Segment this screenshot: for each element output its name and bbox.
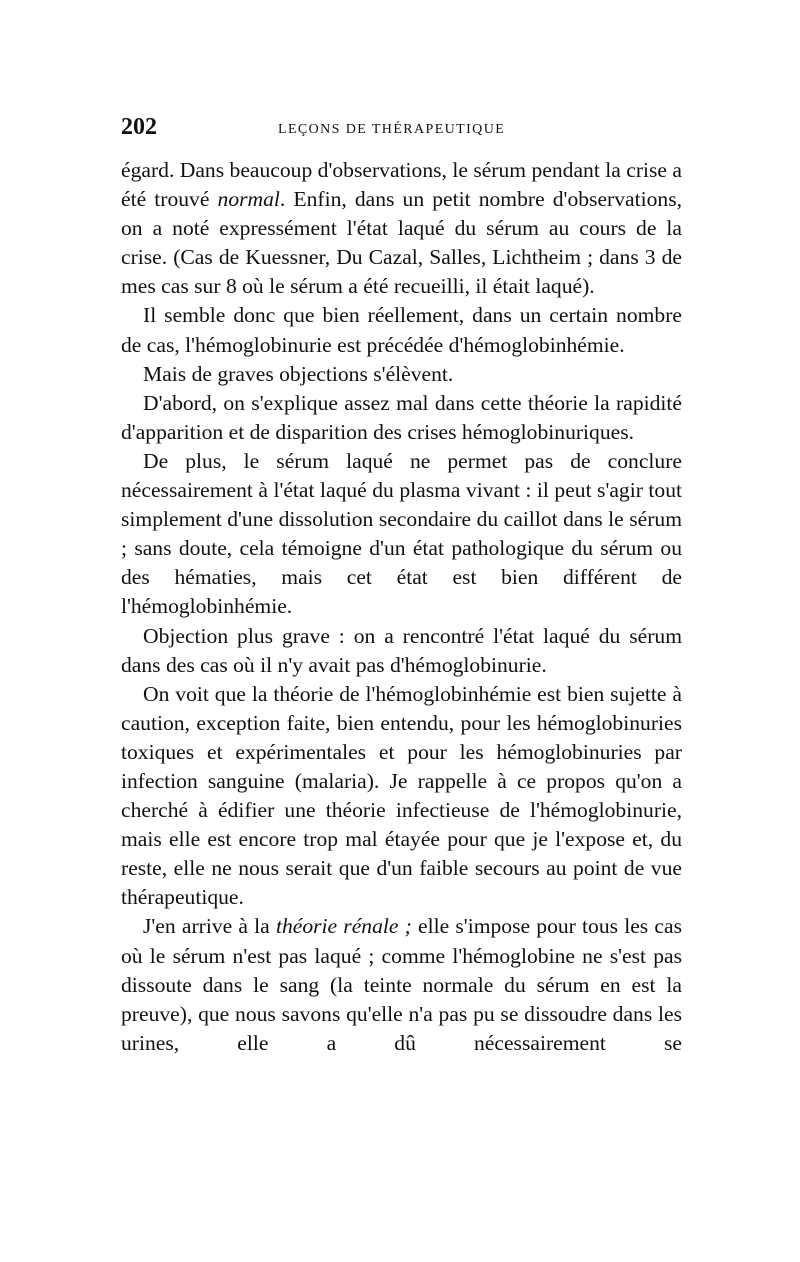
paragraph: On voit que la théorie de l'hémoglobinhémie est bien sujette à caution, exception faite, bien entendu, pour les hémoglobinuries toxiques et expérimentales et pour les hémoglobinuries par infection sanguine (malaria). Je rappelle à ce propos qu'on a cherché à édifier une théorie infectieuse de l'hémoglobinurie, mais elle est encore trop mal étayée pour que je l'expose et, du reste, elle ne nous serait que d'un faible secours au point de vue thérapeutique. [121, 681, 682, 910]
text-run: elle s'impose pour tous les cas où le sérum n'est pas laqué ; comme l'hémoglobine ne s'est pas dissoute dans le sang (la teinte normale du sérum en est la preuve), que nous savons qu'elle n'a pas pu se dissoudre dans les urines, elle a dû nécessairement se [121, 914, 682, 1055]
italic-term: théorie rénale ; [275, 914, 412, 939]
paragraph: De plus, le sérum laqué ne permet pas de conclure nécessairement à l'état laqué du plasma vivant : il peut s'agir tout simplement d'une dissolution secondaire du caillot dans le sérum ; sans doute, cela témoigne d'un état pathologique du sérum ou des hématies, mais cet état est bien différent de l'hémoglobinhémie. [121, 448, 682, 619]
paragraph-continues [121, 912, 682, 1057]
paragraph: D'abord, on s'explique assez mal dans cette théorie la rapidité d'apparition et de disparition des crises hémoglobinuriques. [121, 390, 682, 444]
paragraph-continuation [121, 156, 682, 301]
italic-term: normal [217, 187, 280, 212]
paragraph: Il semble donc que bien réellement, dans un certain nombre de cas, l'hémoglobinurie est précédée d'hémoglobinhémie. [121, 303, 682, 357]
paragraph: Mais de graves objections s'élèvent. [143, 361, 454, 386]
page-number: 202 [121, 114, 157, 140]
text-run: J'en arrive à la [143, 914, 276, 939]
text-run: . Enfin, dans un petit nombre d'observations, on a noté expressément l'état laqué du sérum au cours de la crise. (Cas de Kuessner, Du Cazal, Salles, Lichtheim ; dans 3 de mes cas sur 8 où le sérum a été recueilli, il était laqué). [121, 187, 682, 299]
paragraph: Objection plus grave : on a rencontré l'état laqué du sérum dans des cas où il n'y avait pas d'hémoglobinurie. [121, 623, 682, 677]
running-head [121, 114, 681, 144]
body-text [121, 156, 682, 1058]
running-title: LEÇONS DE THÉRAPEUTIQUE [278, 122, 506, 137]
text-run: égard. Dans beaucoup d'observations, le sérum pendant la crise a été trouvé [121, 158, 682, 212]
